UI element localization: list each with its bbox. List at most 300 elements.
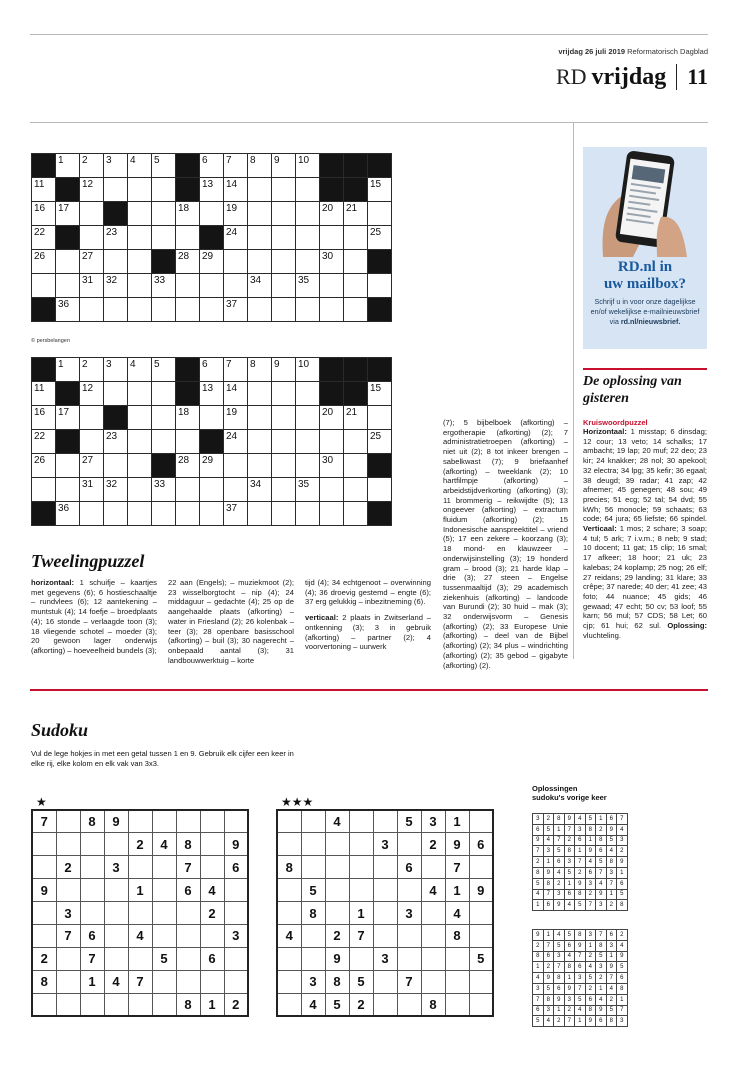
solution-cell: 7 [575, 951, 586, 962]
crossword-row [32, 154, 392, 178]
sudoku-cell: 4 [325, 810, 349, 833]
solution-cell: 1 [606, 951, 617, 962]
crossword-cell [128, 178, 152, 202]
sudoku-cell: 6 [176, 879, 200, 902]
sudoku-cell [373, 879, 397, 902]
crossword-cell [320, 502, 344, 526]
crossword-cell: 21 [344, 406, 368, 430]
sudoku-cell: 1 [445, 810, 469, 833]
sudoku-cell [373, 902, 397, 925]
solution-cell: 6 [575, 835, 586, 846]
crossword-cell [272, 274, 296, 298]
sudoku-cell: 3 [104, 856, 128, 879]
sudoku-instructions: Vul de lege hokjes in met een getal tussen 1 en 9. Gebruik elk cijfer een keer in elke rij, elke kolom en elk vak van 3x3. [31, 749, 294, 768]
solution-cell: 3 [575, 973, 586, 984]
sudoku-cell [104, 833, 128, 856]
crossword-cell: 4 [128, 358, 152, 382]
crossword-row [32, 298, 392, 322]
solution-cell: 6 [533, 824, 544, 835]
sudoku-cell: 4 [200, 879, 224, 902]
sudoku-cell: 2 [325, 924, 349, 947]
sudoku-cell [373, 970, 397, 993]
crossword-cell [128, 478, 152, 502]
crossword-cell [104, 178, 128, 202]
solution-cell: 1 [564, 973, 575, 984]
solution-cell: 3 [533, 814, 544, 825]
sudoku-cell: 8 [80, 810, 104, 833]
sudoku-row [277, 879, 493, 902]
sudoku-row [533, 994, 628, 1005]
crossword-cell [272, 478, 296, 502]
solution-cell: 4 [596, 994, 607, 1005]
sudoku-cell [421, 924, 445, 947]
crossword-cell [272, 202, 296, 226]
solution-cell: 7 [575, 857, 586, 868]
sudoku-cell [349, 856, 373, 879]
crossword-cell [152, 382, 176, 406]
black-cell [344, 382, 368, 406]
sudoku-cell: 8 [325, 970, 349, 993]
solution-cell: 3 [596, 962, 607, 973]
sudoku-row [533, 962, 628, 973]
crossword-cell: 19 [224, 202, 248, 226]
crossword-cell: 33 [152, 478, 176, 502]
crossword-cell [104, 298, 128, 322]
crossword-cell [176, 298, 200, 322]
sudoku-cell [224, 879, 248, 902]
date: vrijdag 26 juli 2019 [558, 47, 626, 56]
crossword-cell [176, 274, 200, 298]
crossword-cell [128, 298, 152, 322]
sudoku-cell: 9 [32, 879, 56, 902]
sudoku-cell [445, 993, 469, 1016]
crossword-row [32, 178, 392, 202]
sudoku-cell: 3 [301, 970, 325, 993]
sudoku-cell [56, 833, 80, 856]
crossword-cell [344, 502, 368, 526]
crossword-cell [272, 430, 296, 454]
crossword-cell: 7 [224, 358, 248, 382]
prev-solutions-title: Oplossingen sudoku's vorige keer [532, 784, 607, 802]
sudoku-row [277, 856, 493, 879]
crossword-cell: 31 [80, 274, 104, 298]
sudoku-cell: 7 [349, 924, 373, 947]
sudoku-row [277, 947, 493, 970]
solution-cell: 8 [564, 846, 575, 857]
sudoku-cell: 6 [80, 924, 104, 947]
sudoku-cell: 9 [325, 947, 349, 970]
sudoku-cell [56, 947, 80, 970]
solution-cell: 6 [564, 940, 575, 951]
sudoku-cell [200, 833, 224, 856]
solution-cell: 2 [533, 940, 544, 951]
crossword-cell: 5 [152, 358, 176, 382]
black-cell [200, 430, 224, 454]
ad-link[interactable]: rd.nl/nieuwsbrief. [620, 317, 681, 326]
crossword-cell [272, 406, 296, 430]
crossword-cell [104, 502, 128, 526]
solution-cell: 2 [585, 983, 596, 994]
crossword-cell [248, 382, 272, 406]
solution-cell: 5 [543, 824, 554, 835]
solution-cell: 3 [575, 824, 586, 835]
solution-cell: 4 [585, 962, 596, 973]
solution-cell: 6 [564, 889, 575, 900]
crossword-row [32, 478, 392, 502]
black-cell [56, 382, 80, 406]
crossword-cell [272, 298, 296, 322]
crossword-row [32, 274, 392, 298]
crossword-cell [56, 250, 80, 274]
solution-cell: 8 [575, 889, 586, 900]
solution-cell: 6 [617, 973, 628, 984]
solution-cell: 4 [533, 973, 544, 984]
top-rule [30, 34, 708, 35]
sudoku-cell [32, 902, 56, 925]
solution-cell: 4 [533, 889, 544, 900]
crossword-cell [296, 382, 320, 406]
solution-cell: 1 [533, 962, 544, 973]
solution-cell: 9 [617, 857, 628, 868]
crossword-cell: 35 [296, 478, 320, 502]
sudoku-row [533, 835, 628, 846]
newsletter-ad[interactable] [583, 147, 707, 349]
solution-cell: 6 [575, 962, 586, 973]
sudoku-row [32, 970, 248, 993]
solution-cell: 7 [596, 930, 607, 941]
brand: RD [555, 64, 587, 89]
solution-cell: 6 [554, 983, 565, 994]
crossword-cell [80, 502, 104, 526]
masthead-divider [676, 64, 677, 90]
sudoku-cell [128, 993, 152, 1016]
sudoku-cell [469, 856, 493, 879]
crossword-cell: 6 [200, 154, 224, 178]
solution-cell: 5 [533, 878, 544, 889]
solution-cell: 9 [533, 930, 544, 941]
sudoku-cell [224, 970, 248, 993]
solution-cell: 4 [606, 846, 617, 857]
crossword-cell [224, 250, 248, 274]
crossword-cell [152, 178, 176, 202]
sudoku-cell [200, 810, 224, 833]
black-cell [368, 250, 392, 274]
crossword-cell [248, 298, 272, 322]
solution-cell: 2 [575, 867, 586, 878]
sudoku-cell: 4 [445, 902, 469, 925]
sudoku-cell: 7 [56, 924, 80, 947]
sudoku-cell [277, 993, 301, 1016]
sudoku-cell [277, 833, 301, 856]
solution-cell: 3 [564, 994, 575, 1005]
crossword-cell [128, 406, 152, 430]
sudoku-cell [445, 970, 469, 993]
tweeling-col-4: (7); 5 bijbelboek (afkorting) – ergotherapie (afkorting) (2); 7 administratietroepen (afkorting) – niet uit (2); 8 tot inkeer brengen – sabelkwast (7); 9 briefaanhef (afkorting) – tweeklank (2); 10 hartfilmpje (afkorting) – arbeidstijdverkorting (afkorting) (3); 11 brommerig – reikwijdte (5); 13 ongeever (afkorting) – extractum fluidum (afkorting) (2); 15 Indonesische aanspreektitel – vriend (5); 17 een zekere – koorzang (3); 18 mond- en klauwzeer – onderwijsinstelling (3); 19 honderd gram – brood (3); 21 harde klap – drie (3); 27 steen – Engelse tussenmaaltijd (3); 29 academisch ziekenhuis (afkorting) – landcode van Burundi (2); 30 huid – mak (3); 32 onderwijsvorm – Genesis (afkorting) (2); 33 Europese Unie (afkorting) – deel van de Bijbel (afkorting) (2); 34 plus – windrichting (afkorting) (2); 35 gebod – gigabyte (afkorting) (2). [443, 418, 568, 670]
dateline [558, 47, 708, 56]
sudoku-cell [349, 879, 373, 902]
crossword-cell [368, 202, 392, 226]
sudoku-cell [349, 810, 373, 833]
solution-cell: 2 [617, 930, 628, 941]
sudoku-row [533, 930, 628, 941]
crossword-cell: 23 [104, 430, 128, 454]
crossword-cell [296, 430, 320, 454]
sudoku-cell: 3 [397, 902, 421, 925]
crossword-cell [272, 454, 296, 478]
crossword-cell [56, 454, 80, 478]
sudoku-cell: 7 [128, 970, 152, 993]
solution-cell: 1 [617, 867, 628, 878]
crossword-cell [200, 478, 224, 502]
solution-rule [583, 368, 707, 370]
sudoku-row [533, 824, 628, 835]
sudoku-cell [301, 856, 325, 879]
sudoku-cell [277, 879, 301, 902]
solution-cell: 3 [554, 951, 565, 962]
sudoku-cell: 4 [421, 879, 445, 902]
sudoku-row [533, 940, 628, 951]
crossword-cell [296, 202, 320, 226]
solution-cell: 7 [585, 900, 596, 911]
crossword-cell [296, 406, 320, 430]
crossword-cell [152, 502, 176, 526]
crossword-cell [248, 454, 272, 478]
crossword-cell [344, 430, 368, 454]
masthead [556, 62, 708, 92]
crossword-cell: 36 [56, 502, 80, 526]
solution-cell: 3 [543, 846, 554, 857]
solution-cell: 4 [554, 867, 565, 878]
crossword-cell: 22 [32, 226, 56, 250]
sudoku-cell [104, 993, 128, 1016]
crossword-cell: 26 [32, 454, 56, 478]
crossword-cell: 27 [80, 250, 104, 274]
solution-cell: 3 [533, 983, 544, 994]
solution-cell: 6 [606, 814, 617, 825]
crossword-cell [296, 298, 320, 322]
crossword-cell: 21 [344, 202, 368, 226]
solution-cell: 3 [606, 940, 617, 951]
crossword-row [32, 502, 392, 526]
solution-title: De oplossing van gisteren [583, 374, 682, 406]
crossword-cell [296, 502, 320, 526]
crossword-cell [320, 274, 344, 298]
black-cell [344, 358, 368, 382]
solution-cell: 1 [585, 940, 596, 951]
sudoku-cell: 8 [277, 856, 301, 879]
sudoku-cell [56, 993, 80, 1016]
black-cell [56, 178, 80, 202]
solution-cell: 4 [564, 951, 575, 962]
crossword-cell [200, 502, 224, 526]
sudoku-cell [277, 902, 301, 925]
black-cell [56, 226, 80, 250]
solution-cell: 8 [554, 973, 565, 984]
solution-cell: 6 [543, 951, 554, 962]
solution-cell: 2 [564, 835, 575, 846]
sudoku-cell: 8 [301, 902, 325, 925]
sidebar-divider [573, 123, 574, 659]
solution-cell: 2 [596, 973, 607, 984]
solution-cell: 7 [533, 846, 544, 857]
solution-cell: 7 [606, 878, 617, 889]
crossword-cell: 16 [32, 406, 56, 430]
crossword-cell: 10 [296, 154, 320, 178]
solution-cell: 4 [575, 1005, 586, 1016]
black-cell [368, 154, 392, 178]
sudoku-cell [104, 947, 128, 970]
solution-cell: 5 [596, 857, 607, 868]
sudoku-cell: 3 [373, 947, 397, 970]
crossword-cell: 12 [80, 178, 104, 202]
solution-cell: 7 [543, 940, 554, 951]
sudoku-cell: 3 [56, 902, 80, 925]
crossword-cell: 20 [320, 202, 344, 226]
black-cell [104, 406, 128, 430]
sudoku-row [533, 1005, 628, 1016]
black-cell [32, 298, 56, 322]
crossword-cell [128, 454, 152, 478]
crossword-cell [272, 382, 296, 406]
crossword-grid-twin [31, 357, 392, 526]
solution-cell: 1 [554, 1005, 565, 1016]
crossword-cell [224, 454, 248, 478]
sudoku-row [533, 1016, 628, 1027]
sudoku-cell: 5 [301, 879, 325, 902]
crossword-cell [272, 502, 296, 526]
sudoku-cell [421, 947, 445, 970]
sudoku-cell: 2 [32, 947, 56, 970]
sudoku-row [32, 810, 248, 833]
sudoku-cell: 5 [349, 970, 373, 993]
solution-cell: 6 [554, 857, 565, 868]
solution-cell: 4 [543, 1016, 554, 1027]
sudoku-cell [152, 970, 176, 993]
solution-cell: 2 [564, 1005, 575, 1016]
solution-cell: 4 [543, 835, 554, 846]
crossword-cell [80, 298, 104, 322]
solution-cell: 1 [575, 1016, 586, 1027]
crossword-cell [152, 406, 176, 430]
crossword-cell: 31 [80, 478, 104, 502]
crossword-cell [344, 250, 368, 274]
sudoku-row [533, 951, 628, 962]
crossword-cell: 29 [200, 454, 224, 478]
solution-cell: 8 [617, 983, 628, 994]
crossword-cell: 8 [248, 154, 272, 178]
sudoku-cell [128, 810, 152, 833]
sudoku-cell [152, 856, 176, 879]
sudoku-row [533, 900, 628, 911]
crossword-cell [128, 274, 152, 298]
day-label: vrijdag [591, 63, 667, 90]
ad-headline: RD.nl in uw mailbox? [603, 259, 687, 292]
solution-cell: 8 [533, 951, 544, 962]
sudoku-cell [325, 902, 349, 925]
crossword-cell: 32 [104, 478, 128, 502]
crossword-cell: 20 [320, 406, 344, 430]
solution-cell: 4 [596, 878, 607, 889]
solution-cell: 4 [554, 930, 565, 941]
solution-cell: 2 [585, 951, 596, 962]
black-cell [368, 502, 392, 526]
easy-rating: ★ [36, 795, 47, 809]
sudoku-title: Sudoku [31, 720, 89, 740]
crossword-cell: 11 [32, 178, 56, 202]
crossword-row [32, 226, 392, 250]
crossword-cell [296, 454, 320, 478]
sudoku-row [533, 983, 628, 994]
black-cell [344, 178, 368, 202]
sudoku-cell [301, 924, 325, 947]
black-cell [176, 178, 200, 202]
paper-name: Reformatorisch Dagblad [627, 47, 708, 56]
solution-cell: 4 [564, 900, 575, 911]
crossword-cell [152, 298, 176, 322]
solution-cell: 1 [606, 889, 617, 900]
sudoku-cell [469, 993, 493, 1016]
sudoku-row [533, 814, 628, 825]
solution-cell: 8 [585, 1005, 596, 1016]
crossword-cell [368, 274, 392, 298]
sudoku-cell [128, 902, 152, 925]
sudoku-cell [224, 810, 248, 833]
solution-cell: 7 [617, 1005, 628, 1016]
crossword-cell [320, 478, 344, 502]
crossword-cell [248, 430, 272, 454]
solution-cell: 9 [543, 867, 554, 878]
black-cell [320, 382, 344, 406]
solution-cell: 8 [606, 1016, 617, 1027]
sudoku-cell: 8 [421, 993, 445, 1016]
solution-cell: 1 [564, 878, 575, 889]
crossword-cell [200, 298, 224, 322]
solution-cell: 7 [596, 867, 607, 878]
crossword-cell: 2 [80, 154, 104, 178]
solution-cell: 2 [606, 994, 617, 1005]
solution-cell: 7 [575, 983, 586, 994]
crossword-cell: 1 [56, 154, 80, 178]
solution-cell: 1 [554, 824, 565, 835]
sudoku-cell: 9 [224, 833, 248, 856]
crossword-cell [320, 226, 344, 250]
crossword-cell [368, 406, 392, 430]
solution-cell: 5 [575, 994, 586, 1005]
sudoku-row [533, 878, 628, 889]
crossword-cell: 11 [32, 382, 56, 406]
solution-cell: 3 [543, 1005, 554, 1016]
solution-cell: 6 [617, 878, 628, 889]
sudoku-cell: 1 [200, 993, 224, 1016]
header-rule [30, 122, 708, 123]
sudoku-cell [373, 810, 397, 833]
tweeling-title: Tweelingpuzzel [31, 551, 145, 571]
crossword-cell [176, 502, 200, 526]
crossword-cell [248, 250, 272, 274]
solution-cell: 7 [606, 973, 617, 984]
black-cell [176, 382, 200, 406]
sudoku-row [32, 856, 248, 879]
crossword-cell: 36 [56, 298, 80, 322]
sudoku-cell [224, 902, 248, 925]
solution-cell: 5 [585, 973, 596, 984]
sudoku-cell [469, 970, 493, 993]
crossword-cell: 5 [152, 154, 176, 178]
sudoku-cell [152, 924, 176, 947]
solution-cell: 7 [533, 994, 544, 1005]
sudoku-cell [397, 993, 421, 1016]
sudoku-cell [373, 856, 397, 879]
